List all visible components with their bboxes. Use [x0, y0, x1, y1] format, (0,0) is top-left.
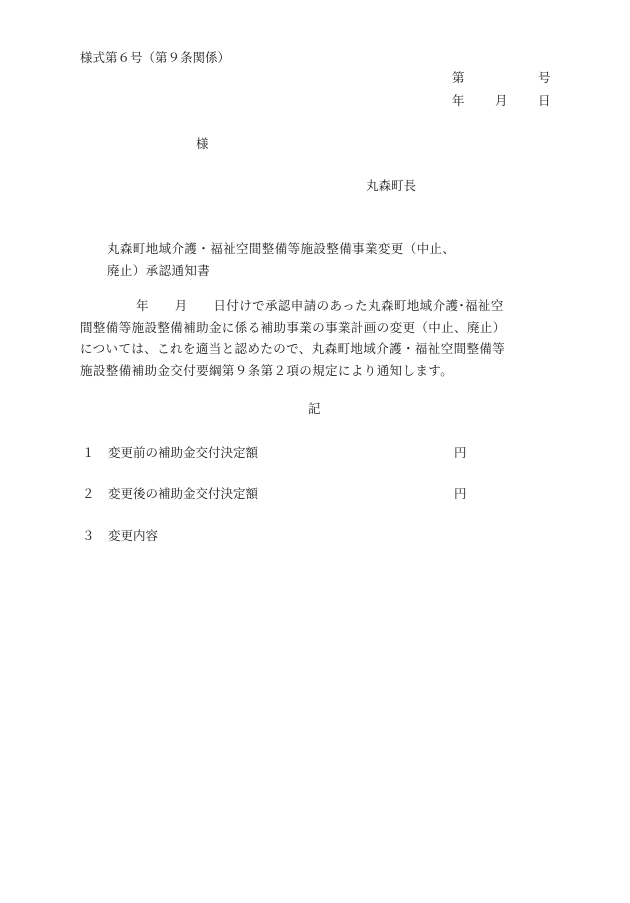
- title-line: 廃止）承認通知書: [107, 262, 211, 278]
- item-unit: 円: [454, 486, 467, 501]
- item-number: １: [82, 445, 95, 460]
- body-line: については、これを適当と認めたので、丸森町地域介護・福祉空間整備等: [80, 341, 506, 356]
- doc-number-prefix: 第: [452, 70, 465, 85]
- date-day: 日: [538, 93, 551, 108]
- ki-heading: 記: [308, 401, 321, 416]
- doc-number-suffix: 号: [538, 70, 551, 85]
- date-year: 年: [452, 93, 465, 108]
- sender-name: 丸森町長: [366, 178, 417, 193]
- body-paragraph: [80, 295, 560, 381]
- body-line: 間整備等施設整備補助金に係る補助事業の事業計画の変更（中止、廃止）: [80, 319, 506, 335]
- addressee-suffix: 様: [196, 136, 209, 151]
- item-label: 変更内容: [108, 528, 159, 543]
- form-label: 様式第６号（第９条関係）: [80, 50, 231, 65]
- item-label: 変更後の補助金交付決定額: [108, 486, 259, 501]
- body-line: 施設整備補助金交付要綱第９条第２項の規定により通知します。: [80, 362, 454, 378]
- item-unit: 円: [454, 445, 467, 460]
- item-number: ２: [82, 486, 95, 501]
- document-title: [107, 238, 537, 281]
- date-month: 月: [495, 93, 508, 108]
- item-number: ３: [82, 528, 95, 543]
- title-line: 丸森町地域介護・福祉空間整備等施設整備事業変更（中止、: [107, 241, 456, 256]
- item-label: 変更前の補助金交付決定額: [108, 445, 259, 460]
- body-line: 年 月 日付けで承認申請のあった丸森町地域介護･福祉空: [136, 298, 504, 313]
